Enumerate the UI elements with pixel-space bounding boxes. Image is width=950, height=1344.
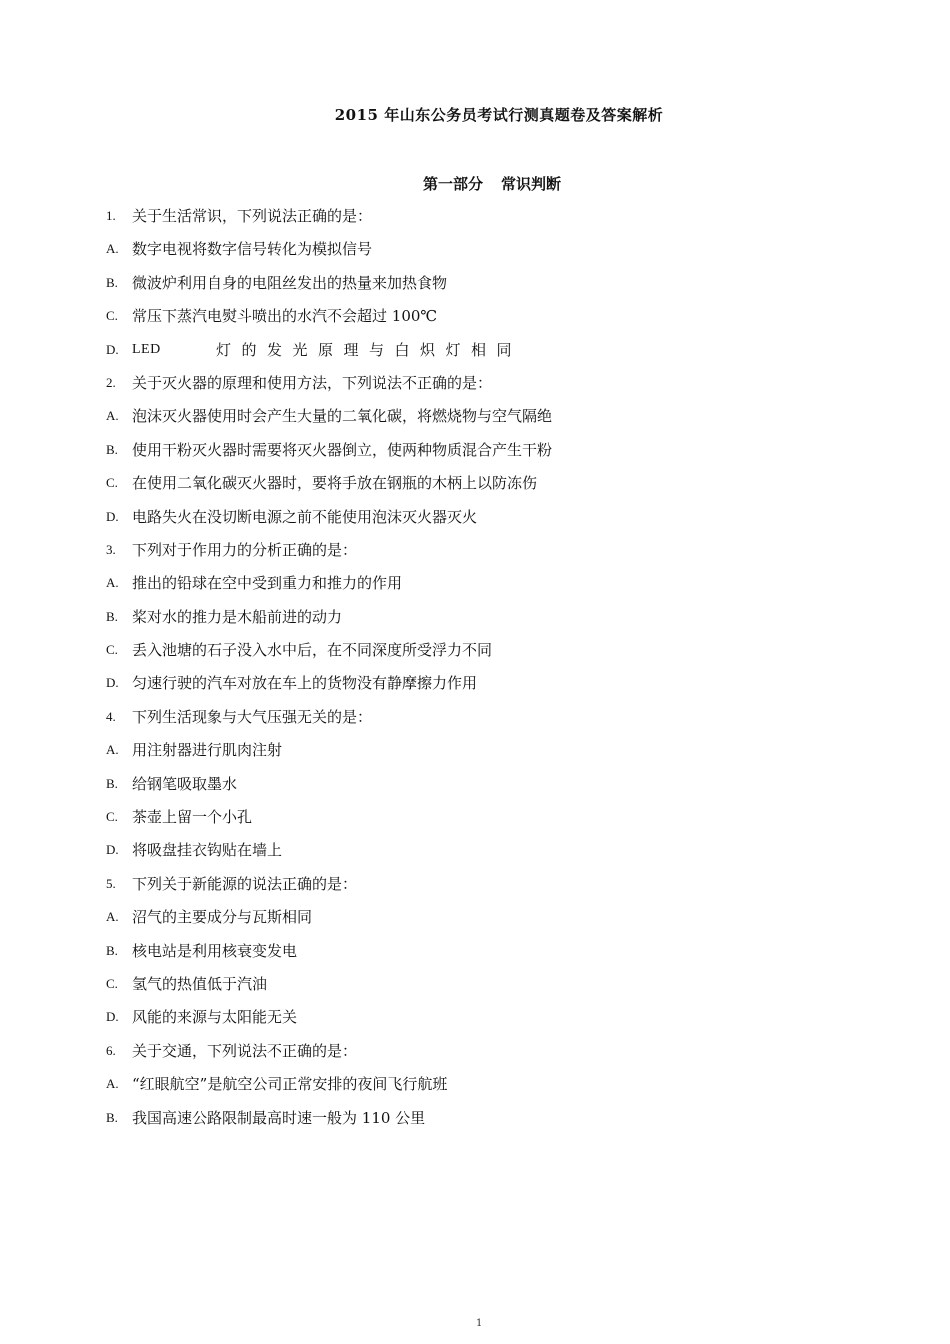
answer-option <box>106 772 866 805</box>
option-letter: B. <box>106 942 118 958</box>
option-letter: D. <box>106 842 119 858</box>
section-name: 常识判断 <box>501 175 562 193</box>
page-number: 1 <box>476 1318 483 1329</box>
option-text: 灯的发光原理与白炽灯相同 <box>216 340 523 359</box>
option-text: 将吸盘挂衣钩贴在墙上 <box>132 841 283 860</box>
option-letter: C. <box>106 975 118 991</box>
question-stem <box>106 371 866 404</box>
question-stem <box>106 538 866 571</box>
answer-option <box>106 438 866 471</box>
question-stem <box>106 705 866 738</box>
question-text: 下列关于新能源的说法正确的是： <box>132 874 358 893</box>
option-text: 核电站是利用核衰变发电 <box>132 941 298 960</box>
option-text: 茶壶上留一个小孔 <box>132 808 253 827</box>
option-text: 桨对水的推力是木船前进的动力 <box>132 607 343 626</box>
option-text: 在使用二氧化碳灭火器时，要将手放在钢瓶的木柄上以防冻伤 <box>132 474 538 493</box>
option-letter: B. <box>106 274 118 290</box>
option-text: 匀速行驶的汽车对放在车上的货物没有静摩擦力作用 <box>132 674 478 693</box>
question-number: 4. <box>106 708 116 724</box>
answer-option <box>106 338 866 371</box>
answer-option <box>106 638 866 671</box>
option-letter: A. <box>106 408 119 424</box>
question-number: 2. <box>106 374 116 390</box>
option-text: 风能的来源与太阳能无关 <box>132 1008 298 1027</box>
question-stem <box>106 1039 866 1072</box>
option-letter: D. <box>106 675 119 691</box>
option-text: 常压下蒸汽电熨斗喷出的水汽不会超过 100℃ <box>132 307 438 326</box>
option-letter: C. <box>106 809 118 825</box>
option-text: 泡沫灭火器使用时会产生大量的二氧化碳，将燃烧物与空气隔绝 <box>132 407 553 426</box>
question-text: 下列对于作用力的分析正确的是： <box>132 540 358 559</box>
option-prefix: LED <box>132 341 161 357</box>
option-letter: C. <box>106 642 118 658</box>
answer-option <box>106 271 866 304</box>
option-letter: C. <box>106 475 118 491</box>
answer-option <box>106 905 866 938</box>
option-letter: B. <box>106 608 118 624</box>
answer-option <box>106 805 866 838</box>
option-letter: A. <box>106 1076 119 1092</box>
option-text: 推出的铅球在空中受到重力和推力的作用 <box>132 574 403 593</box>
option-text: 电路失火在没切断电源之前不能使用泡沫灭火器灭火 <box>132 507 478 526</box>
option-text: 氢气的热值低于汽油 <box>132 974 268 993</box>
answer-option <box>106 404 866 437</box>
option-letter: D. <box>106 341 119 357</box>
document-title: 2015 年山东公务员考试行测真题卷及答案解析 <box>334 106 664 124</box>
question-number: 6. <box>106 1042 116 1058</box>
question-text: 下列生活现象与大气压强无关的是： <box>132 707 373 726</box>
answer-option <box>106 939 866 972</box>
option-letter: C. <box>106 308 118 324</box>
question-text: 关于生活常识，下列说法正确的是： <box>132 207 373 225</box>
question-list <box>106 204 866 1139</box>
option-text: 丢入池塘的石子没入水中后，在不同深度所受浮力不同 <box>132 641 493 660</box>
option-letter: D. <box>106 1009 119 1025</box>
option-text: 用注射器进行肌肉注射 <box>132 741 283 760</box>
option-letter: B. <box>106 775 118 791</box>
answer-option <box>106 738 866 771</box>
option-text: “红眼航空”是航空公司正常安排的夜间飞行航班 <box>132 1075 448 1094</box>
option-text: 沼气的主要成分与瓦斯相同 <box>132 908 313 927</box>
option-letter: A. <box>106 742 119 758</box>
answer-option <box>106 972 866 1005</box>
option-letter: D. <box>106 508 119 524</box>
question-stem <box>106 204 866 237</box>
answer-option <box>106 605 866 638</box>
question-stem <box>106 872 866 905</box>
answer-option <box>106 237 866 270</box>
option-letter: A. <box>106 575 119 591</box>
question-text: 关于灭火器的原理和使用方法，下列说法不正确的是： <box>132 373 493 392</box>
answer-option <box>106 571 866 604</box>
answer-option <box>106 671 866 704</box>
option-text: 我国高速公路限制最高时速一般为 110 公里 <box>132 1108 426 1127</box>
question-number: 5. <box>106 875 116 891</box>
answer-option <box>106 471 866 504</box>
option-text: 微波炉利用自身的电阻丝发出的热量来加热食物 <box>132 273 448 292</box>
option-text: 使用干粉灭火器时需要将灭火器倒立，使两种物质混合产生干粉 <box>132 440 553 459</box>
answer-option <box>106 505 866 538</box>
section-part: 第一部分 <box>422 175 483 193</box>
option-letter: B. <box>106 441 118 457</box>
option-letter: A. <box>106 909 119 925</box>
option-letter: A. <box>106 241 119 257</box>
question-number: 3. <box>106 541 116 557</box>
answer-option <box>106 838 866 871</box>
option-text: 给钢笔吸取墨水 <box>132 774 238 793</box>
answer-option <box>106 1005 866 1038</box>
section-heading <box>0 173 950 194</box>
answer-option <box>106 1072 866 1105</box>
answer-option <box>106 304 866 337</box>
answer-option <box>106 1106 866 1139</box>
option-text: 数字电视将数字信号转化为模拟信号 <box>132 240 373 259</box>
question-number: 1. <box>106 208 116 223</box>
option-letter: B. <box>106 1109 118 1125</box>
question-text: 关于交通，下列说法不正确的是： <box>132 1041 358 1060</box>
